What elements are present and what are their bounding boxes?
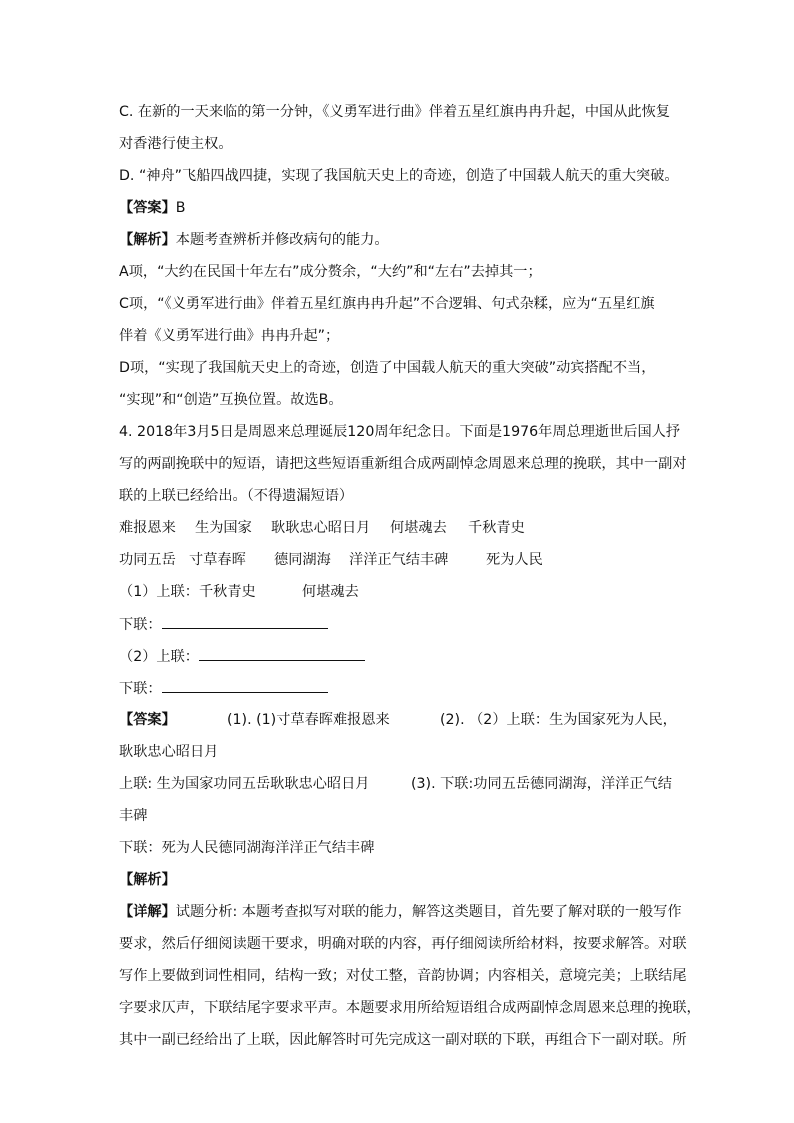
detail-line-1 [119,900,682,924]
lower-couplet-label: 下联： [119,617,162,633]
detail-line-4: 字要求仄声，下联结尾字要求平声。本题要求用所给短语组合成两副悼念周恩来总理的挽联， [119,1000,701,1016]
detail-text: 试题分析: 本题考查拟写对联的能力，解答这类题目，首先要了解对联的一般写作 [175,904,682,920]
detail-line-5: 其中一副已经给出了上联，因此解答时可先完成这一副对联的下联，再组合下一副对联。所 [119,1032,687,1048]
analysis-label: 【解析】 [119,232,176,248]
analysis-c-item-line-2: 伴着《义勇军进行曲》冉冉升起”； [119,328,340,344]
answer-label: 【答案】 [119,712,176,728]
analysis-2-label: 【解析】 [119,872,176,888]
detail-label: 【详解】 [119,904,176,920]
answer-2-continuation: 耿耿忠心昭日月 [119,744,219,760]
answer-last-line: 下联：死为人民德同湖海洋洋正气结丰碑 [119,840,375,856]
answer-2-row [119,708,679,732]
answer-value: B [175,200,186,216]
sub1-lower-couplet-row [119,612,679,636]
answer-blank[interactable] [162,612,328,629]
analysis-intro: 本题考查辨析并修改病句的能力。 [175,232,389,248]
phrase: 德同湖海 [274,552,331,568]
detail-line-2: 要求，然后仔细阅读题干要求，明确对联的内容，再仔细阅读所给材料，按要求解答。对联 [119,936,687,952]
analysis-c-item-line-1: C项，“《义勇军进行曲》伴着五星红旗冉冉升起”不合逻辑、句式杂糅，应为“五星红旗 [119,296,655,312]
analysis-row [119,228,679,252]
phrase: 寸草春晖 [189,552,246,568]
question-4-line-1: 4. 2018年3月5日是周恩来总理诞辰120周年纪念日。下面是1976年周总理逝世后国人抒 [119,424,681,440]
question-4-line-3: 联的上联已经给出。（不得遗漏短语） [119,488,354,504]
answer-3-continuation: 丰碑 [119,808,148,824]
answer-blank[interactable] [199,644,365,661]
analysis-d-item-line-2: “实现”和“创造”互换位置。故选B。 [119,392,343,408]
option-c-line-2: 对香港行使主权。 [119,136,233,152]
analysis-d-item-line-1: D项，“实现了我国航天史上的奇迹，创造了中国载人航天的重大突破”动宾搭配不当， [119,360,656,376]
phrase: 难报恩来 [119,520,176,536]
answer-part-1: (1). (1)寸草春晖难报恩来 [227,712,390,728]
phrase: 洋洋正气结丰碑 [349,552,449,568]
phrase: 功同五岳 [119,552,176,568]
answer-label: 【答案】 [119,200,176,216]
detail-line-3: 写作上要做到词性相同，结构一致；对仗工整，音韵协调；内容相关，意境完美；上联结尾 [119,968,687,984]
phrase: 何堪魂去 [390,520,447,536]
phrase-row-2 [119,548,679,572]
answer-part-3b: (3). 下联:功同五岳德同湖海，洋洋正气结 [411,776,672,792]
answer-part-3a: 上联: 生为国家功同五岳耿耿忠心昭日月 [119,776,370,792]
sub2-upper-couplet-label: （2）上联： [119,649,199,665]
lower-couplet-label: 下联： [119,681,162,697]
sub2-lower-couplet-row [119,676,679,700]
sub1-upper-couplet: （1）上联：千秋青史 [119,584,256,600]
option-c-line-1: C. 在新的一天来临的第一分钟，《义勇军进行曲》伴着五星红旗冉冉升起，中国从此恢复 [119,104,670,120]
sub-question-2 [119,644,679,668]
answer-row [119,196,679,220]
phrase: 千秋青史 [468,520,525,536]
question-4-line-2: 写的两副挽联中的短语，请把这些短语重新组合成两副悼念周恩来总理的挽联，其中一副对 [119,456,687,472]
answer-3-row [119,772,679,796]
answer-blank[interactable] [162,676,328,693]
phrase: 耿耿忠心昭日月 [271,520,371,536]
answer-part-2: (2). （2）上联：生为国家死为人民， [440,712,677,728]
phrase: 生为国家 [195,520,252,536]
analysis-a-item: A项，“大约在民国十年左右”成分赘余，“大约”和“左右”去掉其一； [119,264,542,280]
sub-question-1 [119,580,679,604]
phrase: 死为人民 [486,552,543,568]
sub1-upper-phrase: 何堪魂去 [302,584,359,600]
phrase-row-1 [119,516,679,540]
option-d-line: D. “神舟”飞船四战四捷，实现了我国航天史上的奇迹，创造了中国载人航天的重大突破。 [119,168,679,184]
